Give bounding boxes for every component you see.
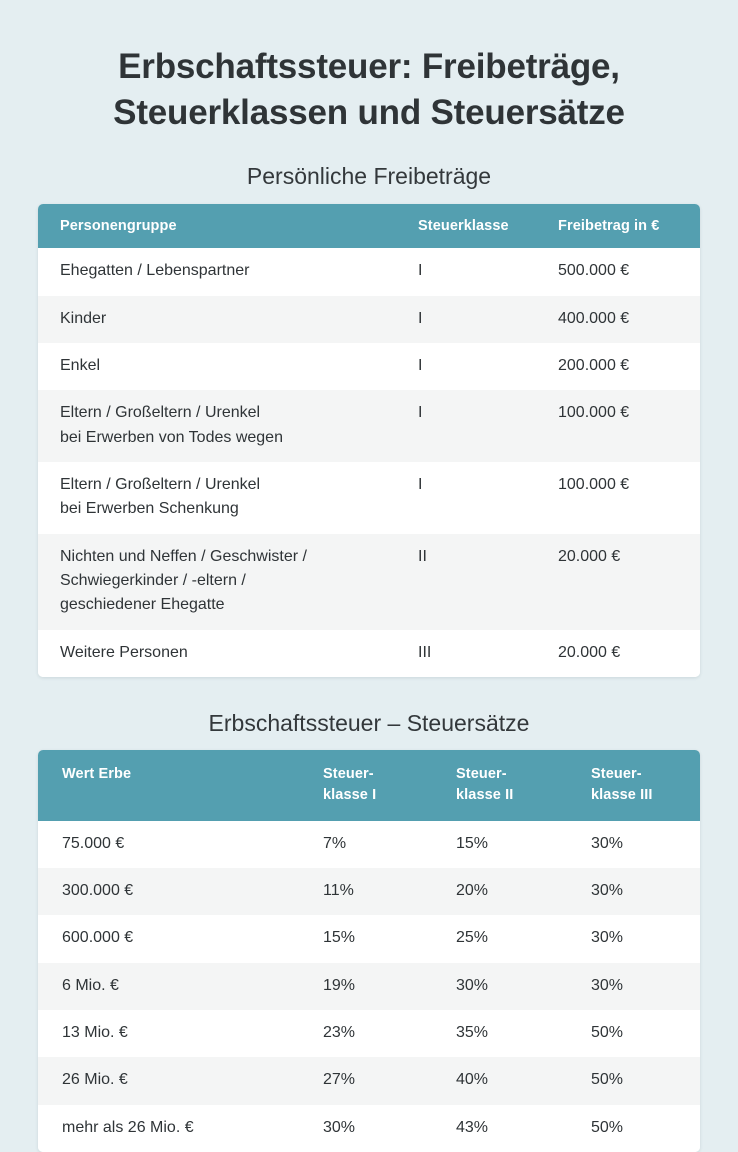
column-header-steuerklasse-2 — [456, 750, 591, 821]
section-heading-allowances: Persönliche Freibeträge — [246, 163, 492, 190]
tax-rates-table-head — [38, 750, 700, 821]
tax-rates-table-container — [38, 750, 700, 1152]
cell-rate-class-3: 50% — [591, 1118, 624, 1136]
cell-steuerklasse: II — [418, 547, 427, 565]
cell-text-line: Enkel — [60, 357, 101, 374]
cell-freibetrag: 200.000 € — [558, 357, 630, 374]
cell-text-line: bei Erwerben Schenkung — [60, 500, 239, 518]
cell-steuerklasse: I — [418, 357, 423, 374]
table-row — [38, 821, 700, 868]
table-row — [38, 248, 700, 295]
cell-text-line: bei Erwerben von Todes wegen — [60, 428, 283, 446]
cell-wert-erbe: 6 Mio. € — [62, 976, 119, 994]
column-header-steuerklasse: Steuerklasse — [418, 204, 558, 248]
section-heading-tax-rates: Erbschaftssteuer – Steuersätze — [208, 709, 530, 736]
cell-rate-class-2: 30% — [456, 976, 489, 994]
cell-rate-class-3: 30% — [591, 882, 624, 900]
cell-text-line: Eltern / Großeltern / Urenkel — [60, 404, 261, 422]
cell-personengruppe — [38, 296, 418, 343]
cell-steuerklasse: I — [418, 262, 423, 280]
cell-rate-class-3: 50% — [591, 1071, 624, 1089]
table-row — [38, 915, 700, 962]
header-text-line: Wert Erbe — [62, 765, 132, 782]
cell-rate-class-2: 25% — [456, 929, 489, 947]
cell-steuerklasse: III — [418, 643, 432, 661]
cell-personengruppe — [38, 630, 418, 677]
table-row — [38, 963, 700, 1010]
table-row — [38, 390, 700, 462]
cell-freibetrag: 100.000 € — [558, 475, 630, 493]
cell-rate-class-2: 43% — [456, 1118, 489, 1136]
cell-text-line: geschiedener Ehegatte — [60, 596, 225, 614]
cell-rate-class-1: 27% — [323, 1071, 356, 1089]
cell-personengruppe — [38, 248, 418, 295]
table-row — [38, 1105, 700, 1152]
cell-steuerklasse: I — [418, 309, 423, 327]
column-header-steuerklasse-3 — [591, 750, 700, 821]
cell-wert-erbe: 13 Mio. € — [62, 1023, 128, 1041]
allowances-table-head — [38, 204, 700, 248]
table-header-row — [38, 204, 700, 248]
cell-wert-erbe: 600.000 € — [62, 929, 134, 947]
cell-rate-class-1: 15% — [323, 929, 356, 947]
column-header-personengruppe: Personengruppe — [38, 204, 418, 248]
table-row — [38, 534, 700, 630]
table-row — [38, 1010, 700, 1057]
cell-steuerklasse: I — [418, 404, 423, 422]
cell-personengruppe — [38, 343, 418, 390]
allowances-table-container — [38, 204, 700, 676]
header-text-line: Steuer- — [323, 765, 374, 782]
cell-rate-class-2: 35% — [456, 1023, 489, 1041]
column-header-steuerklasse-1 — [323, 750, 456, 821]
header-text-line: Steuer- — [591, 765, 642, 782]
allowances-table — [38, 204, 700, 676]
cell-personengruppe — [38, 390, 418, 462]
cell-rate-class-1: 7% — [323, 834, 347, 852]
cell-text-line: Kinder — [60, 309, 107, 327]
header-text-line: klasse III — [591, 787, 653, 804]
cell-text-line: Ehegatten / Lebenspartner — [60, 262, 250, 280]
header-text-line: klasse II — [456, 787, 514, 804]
table-row — [38, 868, 700, 915]
cell-rate-class-3: 30% — [591, 976, 624, 994]
cell-rate-class-1: 11% — [323, 882, 354, 900]
header-text-line: Steuer- — [456, 765, 507, 782]
cell-steuerklasse: I — [418, 475, 423, 493]
cell-wert-erbe: 300.000 € — [62, 882, 134, 900]
cell-rate-class-3: 30% — [591, 929, 624, 947]
cell-text-line: Nichten und Neffen / Geschwister / — [60, 547, 307, 565]
cell-rate-class-1: 23% — [323, 1023, 356, 1041]
tax-rates-table — [38, 750, 700, 1152]
cell-wert-erbe: 26 Mio. € — [62, 1071, 128, 1089]
page-title — [0, 0, 738, 136]
allowances-table-body — [38, 248, 700, 676]
table-row — [38, 343, 700, 390]
table-row — [38, 462, 700, 534]
cell-wert-erbe: 75.000 € — [62, 834, 125, 852]
table-row — [38, 1057, 700, 1104]
page-title-line-1: Erbschaftssteuer: Freibeträge, — [118, 47, 620, 86]
tax-rates-table-body — [38, 821, 700, 1152]
cell-rate-class-2: 20% — [456, 882, 489, 900]
cell-personengruppe — [38, 462, 418, 534]
cell-rate-class-3: 50% — [591, 1023, 624, 1041]
cell-rate-class-2: 15% — [456, 834, 489, 852]
cell-freibetrag: 20.000 € — [558, 643, 621, 661]
table-row — [38, 630, 700, 677]
table-row — [38, 296, 700, 343]
cell-text-line: Eltern / Großeltern / Urenkel — [60, 475, 261, 493]
cell-rate-class-1: 19% — [323, 976, 356, 994]
cell-freibetrag: 20.000 € — [558, 547, 621, 565]
page-title-line-2: Steuerklassen und Steuersätze — [113, 93, 625, 133]
cell-freibetrag: 500.000 € — [558, 262, 630, 280]
cell-rate-class-3: 30% — [591, 834, 624, 852]
cell-freibetrag: 100.000 € — [558, 404, 630, 422]
table-header-row — [38, 750, 700, 821]
column-header-freibetrag: Freibetrag in € — [558, 204, 700, 248]
cell-text-line: Weitere Personen — [60, 643, 188, 661]
cell-rate-class-1: 30% — [323, 1118, 356, 1136]
header-text-line: klasse I — [323, 787, 377, 804]
column-header-wert-erbe — [38, 750, 323, 821]
cell-wert-erbe: mehr als 26 Mio. € — [62, 1118, 194, 1136]
cell-text-line: Schwiegerkinder / -eltern / — [60, 571, 246, 589]
cell-freibetrag: 400.000 € — [558, 309, 630, 327]
cell-rate-class-2: 40% — [456, 1071, 489, 1089]
cell-personengruppe — [38, 534, 418, 630]
